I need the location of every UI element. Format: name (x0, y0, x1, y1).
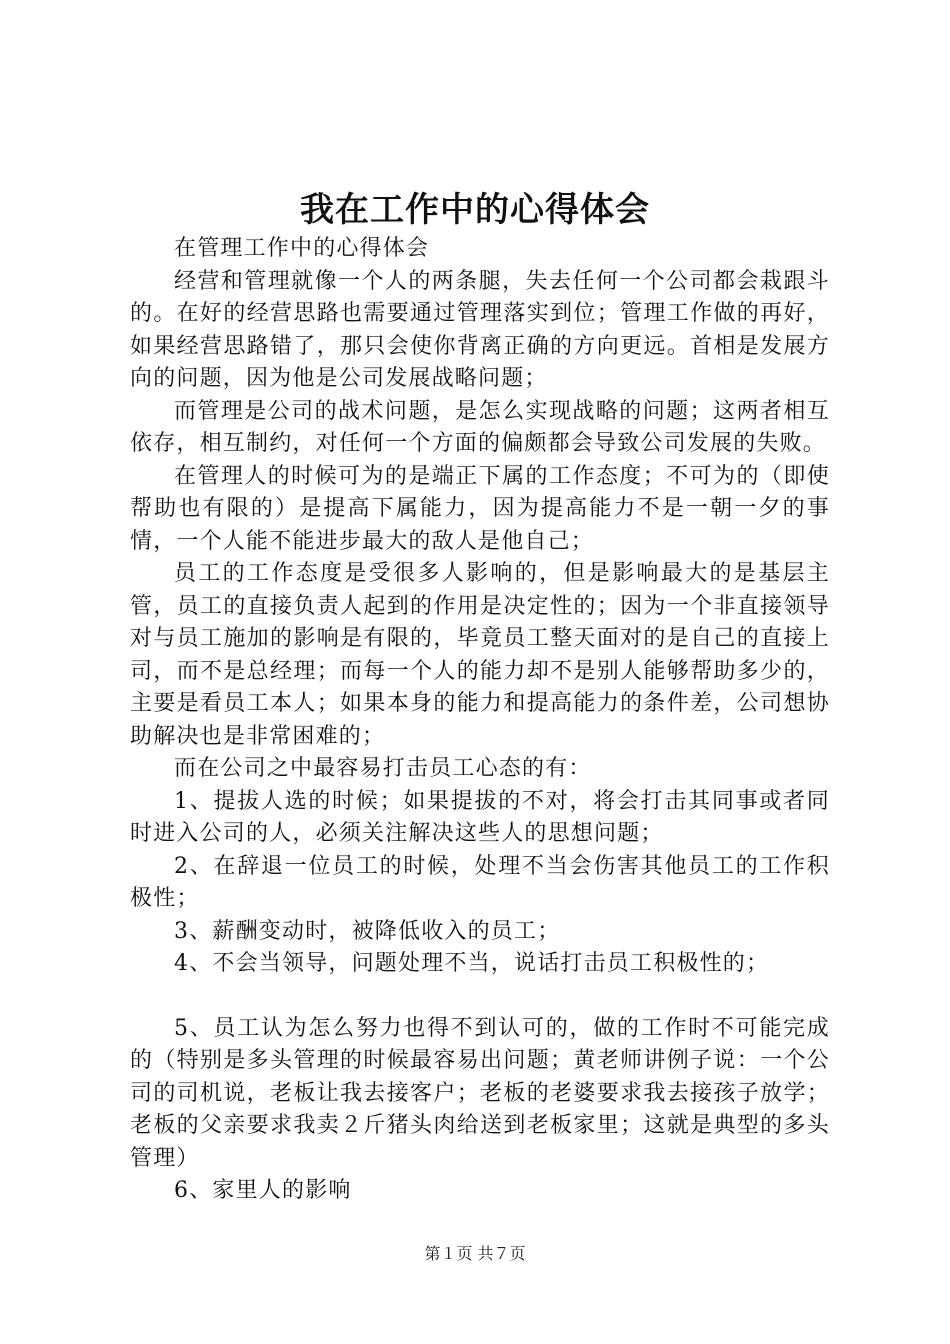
list-item: 1、提拔人选的时候；如果提拔的不对，将会打击其同事或者同时进入公司的人，必须关注解决这些人的思想问题； (130, 788, 830, 846)
list-item: 3、薪酬变动时，被降低收入的员工； (174, 918, 561, 944)
paragraph: 员工的工作态度是受很多人影响的，但是影响最大的是基层主管，员工的直接负责人起到的作用是决定性的；因为一个非直接领导对与员工施加的影响是有限的，毕竟员工整天面对的是自己的直接上司，而不是总经理；而每一个人的能力却不是别人能够帮助多少的，主要是看员工本人；如果本身的能力和提高能力的条件差，公司想协助解决也是非常困难的； (130, 561, 830, 749)
paragraph: 而管理是公司的战术问题，是怎么实现战略的问题；这两者相互依存，相互制约，对任何一个方面的偏颇都会导致公司发展的失败。 (130, 398, 830, 456)
blank-line (130, 981, 830, 1013)
list-item: 6、家里人的影响 (174, 1178, 352, 1203)
document-title: 我在工作中的心得体会 (300, 190, 650, 230)
list-item: 2、在辞退一位员工的时候，处理不当会伤害其他员工的工作积极性； (130, 853, 830, 911)
paragraph: 在管理人的时候可为的是端正下属的工作态度；不可为的（即使帮助也有限的）是提高下属能力，因为提高能力不是一朝一夕的事情，一个人能不能进步最大的敌人是他自己； (130, 463, 830, 554)
document-body (130, 233, 830, 1208)
paragraph: 而在公司之中最容易打击员工心态的有： (174, 756, 592, 781)
paragraph: 经营和管理就像一个人的两条腿，失去任何一个公司都会栽跟斗的。在好的经营思路也需要通过管理落实到位；管理工作做的再好，如果经营思路错了，那只会使你背离正确的方向更远。首相是发展方向的问题，因为他是公司发展战略问题； (130, 268, 830, 391)
list-item: 4、不会当领导，问题处理不当，说话打击员工积极性的； (174, 951, 770, 976)
list-item: 5、员工认为怎么努力也得不到认可的，做的工作时不可能完成的（特别是多头管理的时候最容易出问题；黄老师讲例子说：一个公司的司机说，老板让我去接客户；老板的老婆要求我去接孩子放学；老板的父亲要求我卖２斤猪头肉给送到老板家里；这就是典型的多头管理） (130, 1015, 830, 1171)
paragraph-subtitle: 在管理工作中的心得体会 (174, 236, 430, 261)
page-footer: 第１页 共７页 (424, 1244, 526, 1263)
